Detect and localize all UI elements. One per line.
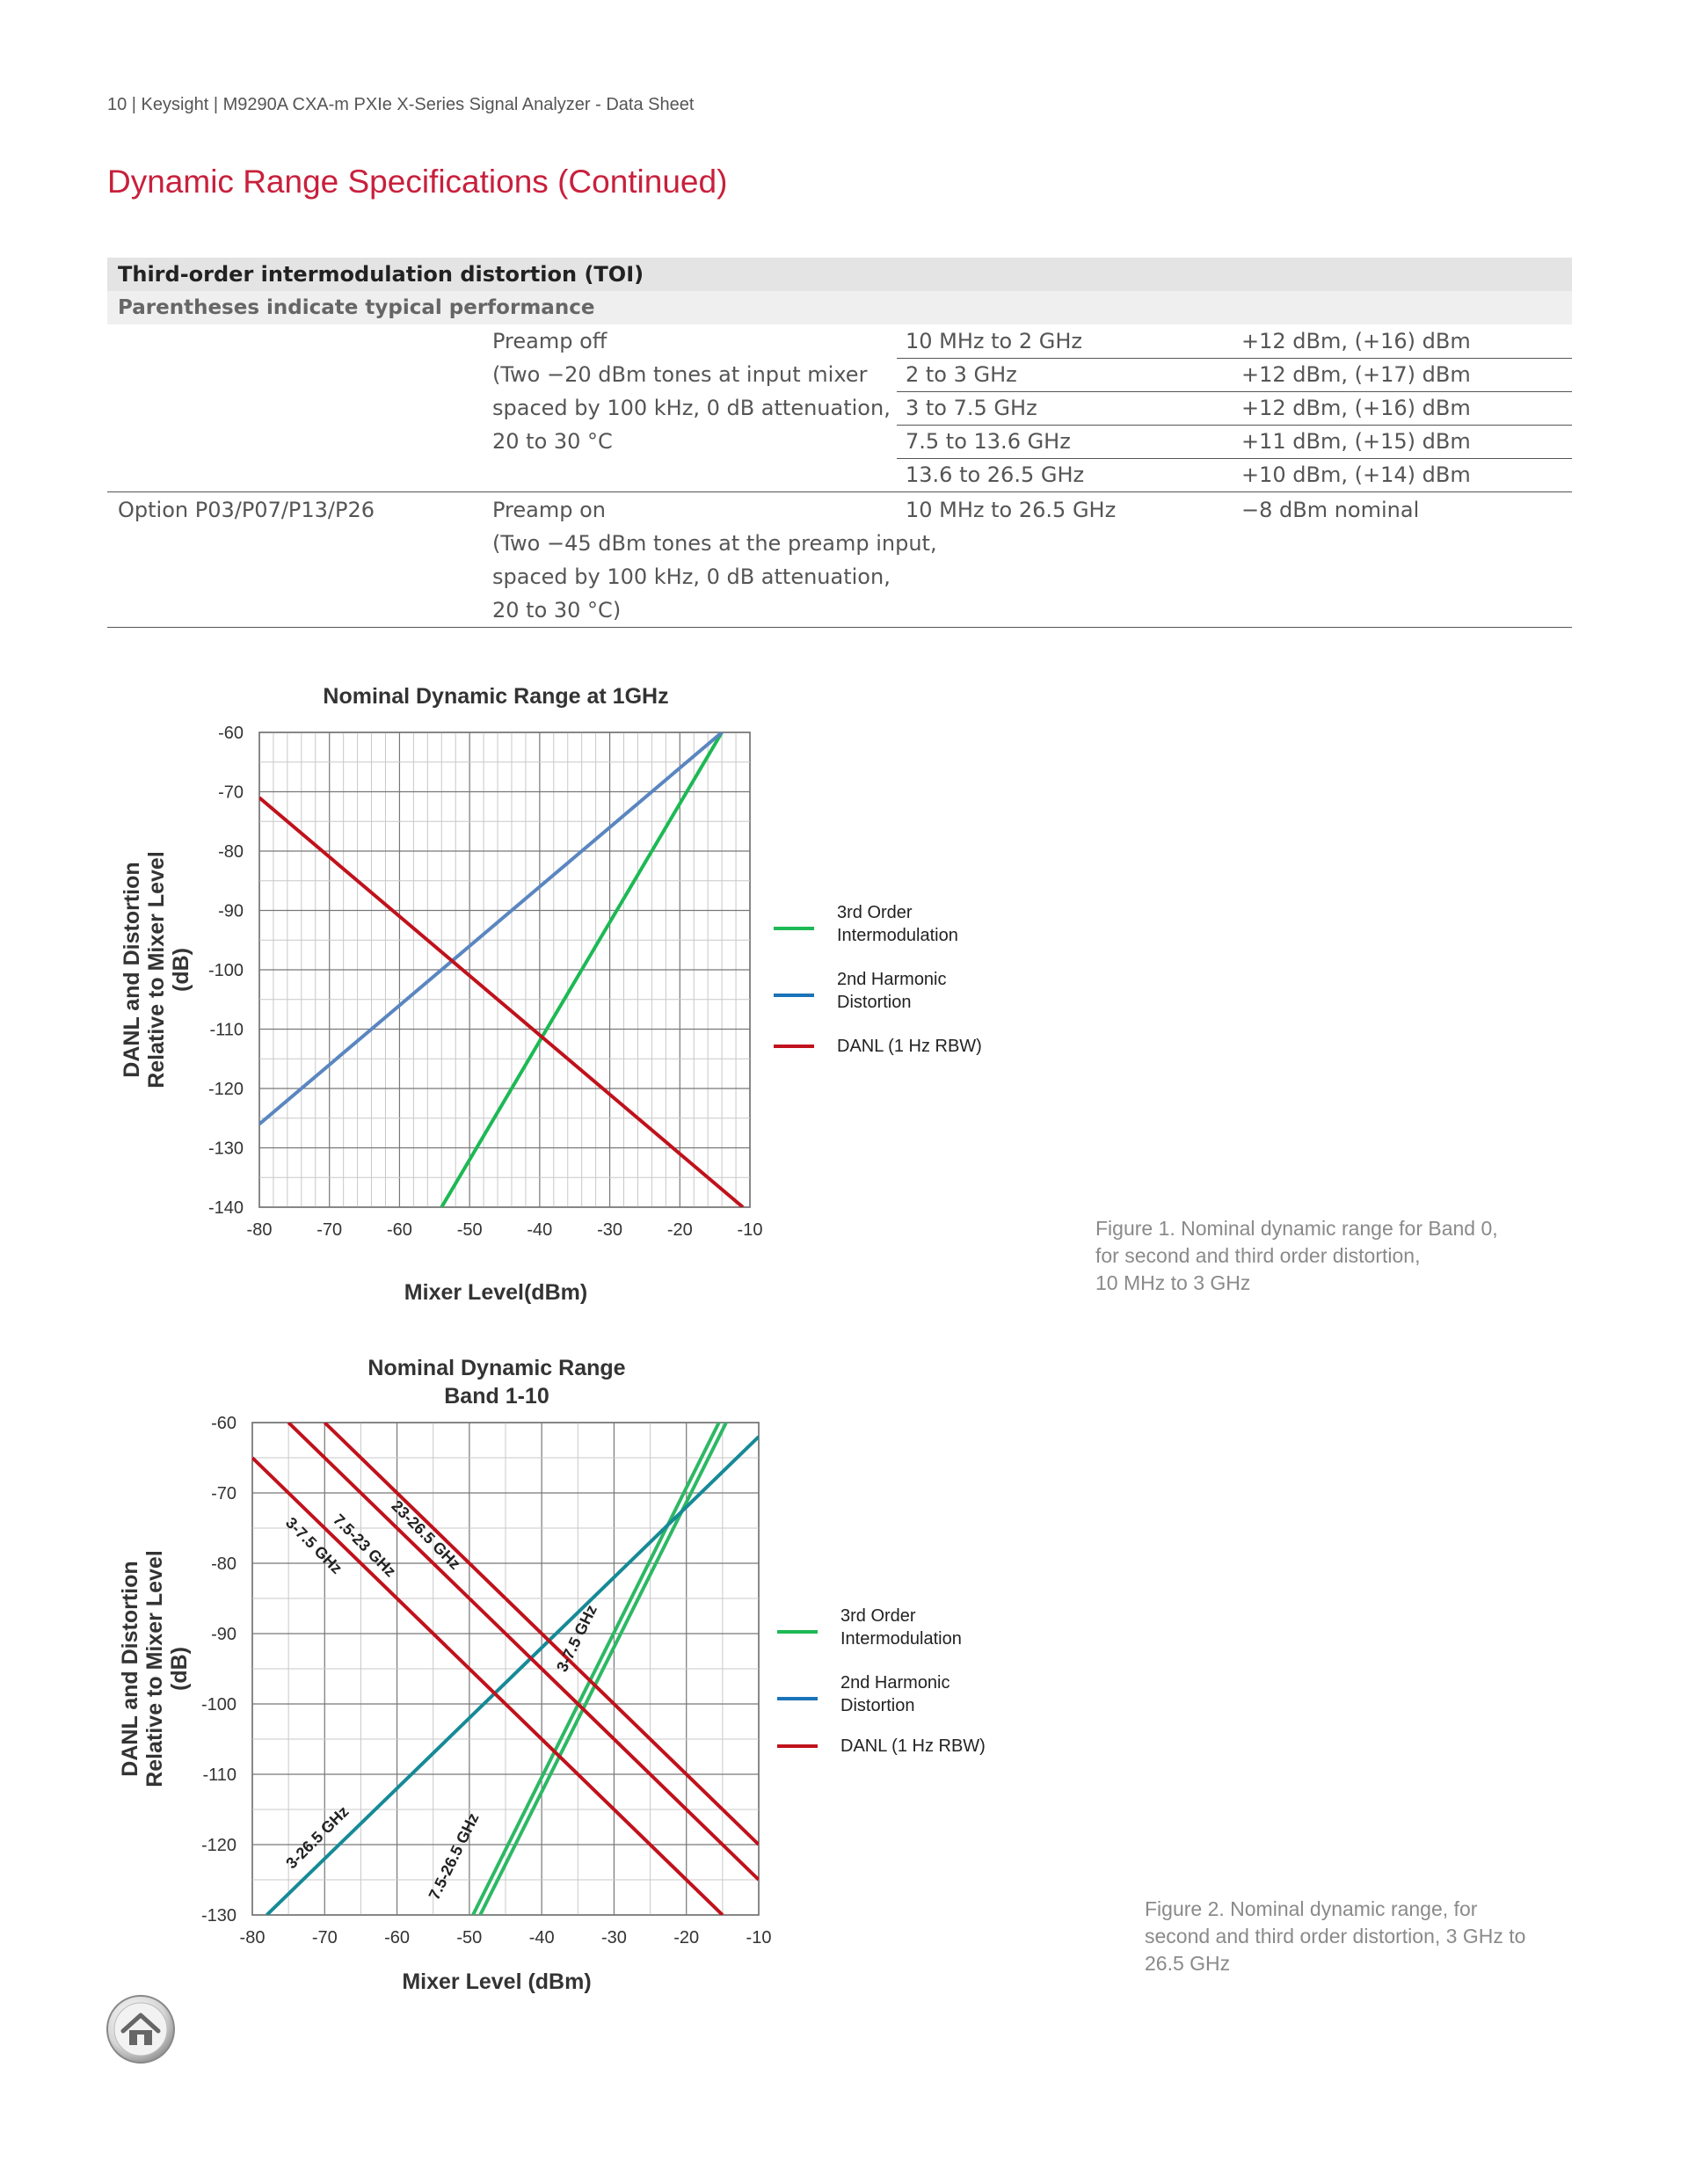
condition-line: (Two −45 dBm tones at the preamp input,: [492, 531, 937, 556]
y-tick-label: -110: [209, 1020, 244, 1040]
value-cell: −8 dBm nominal: [1241, 498, 1420, 522]
x-tick-label: -30: [600, 1928, 627, 1947]
legend-label: DANL (1 Hz RBW): [837, 1037, 982, 1056]
x-tick-label: -50: [456, 1220, 483, 1240]
y-tick-label: -100: [207, 961, 244, 980]
range-cell: 3 to 7.5 GHz: [906, 396, 1037, 420]
range-cell: 7.5 to 13.6 GHz: [906, 429, 1071, 454]
y-axis-label: Relative to Mixer Level: [144, 851, 169, 1088]
line-label: 3-7.5 GHz: [553, 1602, 600, 1675]
range-cell: 2 to 3 GHz: [906, 362, 1017, 387]
y-axis-label: (dB): [169, 948, 193, 992]
legend-label: Distortion: [837, 993, 912, 1012]
condition-line: Preamp on: [492, 498, 606, 522]
value-cell: +10 dBm, (+14) dBm: [1241, 462, 1471, 487]
value-cell: +12 dBm, (+17) dBm: [1241, 362, 1471, 387]
chart-title: Nominal Dynamic Range at 1GHz: [323, 684, 669, 709]
chart-title: Nominal Dynamic Range: [367, 1356, 626, 1380]
condition-line: spaced by 100 kHz, 0 dB attenuation,: [492, 396, 891, 420]
line-label: 3-7.5 GHz: [281, 1513, 346, 1577]
y-axis-label: DANL and Distortion: [118, 1561, 142, 1777]
x-tick-label: -10: [746, 1928, 772, 1947]
x-tick-label: -40: [527, 1220, 553, 1240]
y-tick-label: -70: [218, 783, 244, 803]
line-label: 7.5-23 GHz: [330, 1511, 400, 1581]
caption-line: Figure 2. Nominal dynamic range, for: [1145, 1897, 1478, 1920]
chart-title: Band 1-10: [444, 1384, 549, 1409]
x-tick-label: -80: [239, 1928, 266, 1947]
chart-dynamic-range-band-1-10: [106, 1343, 1125, 1994]
x-tick-label: -20: [666, 1220, 693, 1240]
x-axis-label: Mixer Level (dBm): [402, 1969, 592, 1994]
range-cell: 10 MHz to 2 GHz: [906, 329, 1083, 353]
y-tick-label: -90: [211, 1625, 236, 1644]
x-tick-label: -70: [316, 1220, 343, 1240]
legend-label: 3rd Order: [840, 1606, 916, 1626]
home-icon: [106, 1994, 176, 2064]
toi-spec-table: [107, 258, 1572, 629]
condition-line: 20 to 30 °C: [492, 429, 613, 454]
y-axis-label: (dB): [167, 1647, 192, 1691]
figure-2-caption: [1145, 1896, 1525, 1977]
range-cell: 10 MHz to 26.5 GHz: [906, 498, 1117, 522]
x-tick-label: -30: [597, 1220, 623, 1240]
y-tick-label: -80: [218, 842, 244, 862]
x-tick-label: -60: [386, 1220, 412, 1240]
caption-line: second and third order distortion, 3 GHz to: [1145, 1925, 1526, 1947]
figure-1-caption: [1095, 1215, 1498, 1297]
range-cell: 13.6 to 26.5 GHz: [906, 462, 1085, 487]
line-label: 3-26.5 GHz: [282, 1802, 353, 1873]
x-axis-label: Mixer Level(dBm): [404, 1280, 588, 1305]
x-tick-label: -20: [673, 1928, 700, 1947]
table-subtitle: Parentheses indicate typical performance: [107, 291, 1572, 324]
preamp-off-block: [107, 324, 1572, 493]
y-tick-label: -140: [207, 1198, 244, 1218]
line-label: 23-26.5 GHz: [388, 1496, 464, 1573]
chart-dynamic-range-1ghz: [106, 677, 1125, 1310]
condition-line: (Two −20 dBm tones at input mixer: [492, 362, 868, 387]
y-tick-label: -110: [202, 1765, 236, 1785]
y-tick-label: -120: [207, 1080, 244, 1099]
x-tick-label: -70: [311, 1928, 338, 1947]
y-tick-label: -60: [218, 724, 244, 743]
preamp-on-block: [107, 493, 1572, 629]
line-label: 7.5-26.5 GHz: [425, 1809, 483, 1903]
legend-label: 2nd Harmonic: [837, 970, 947, 989]
x-tick-label: -60: [384, 1928, 411, 1947]
y-axis-label: Relative to Mixer Level: [142, 1550, 167, 1787]
legend-label: Intermodulation: [837, 926, 958, 945]
y-tick-label: -90: [218, 901, 244, 921]
condition-line: spaced by 100 kHz, 0 dB attenuation,: [492, 564, 891, 589]
chart-svg: [106, 677, 1125, 1310]
x-tick-label: -40: [528, 1928, 555, 1947]
value-cell: +12 dBm, (+16) dBm: [1241, 329, 1471, 353]
x-tick-label: -10: [737, 1220, 763, 1240]
caption-line: 10 MHz to 3 GHz: [1095, 1271, 1251, 1294]
table-bottom-rule: [107, 627, 1572, 628]
y-tick-label: -60: [211, 1414, 236, 1433]
y-tick-label: -120: [200, 1836, 236, 1855]
value-cell: +11 dBm, (+15) dBm: [1241, 429, 1471, 454]
value-cell: +12 dBm, (+16) dBm: [1241, 396, 1471, 420]
legend-label: Distortion: [840, 1696, 915, 1715]
legend-label: 2nd Harmonic: [840, 1673, 950, 1693]
x-tick-label: -80: [246, 1220, 273, 1240]
option-label: Option P03/P07/P13/P26: [118, 498, 375, 522]
y-tick-label: -80: [211, 1554, 236, 1574]
legend-label: DANL (1 Hz RBW): [840, 1736, 986, 1756]
y-tick-label: -100: [200, 1695, 236, 1714]
caption-line: 26.5 GHz: [1145, 1952, 1231, 1975]
y-tick-label: -70: [211, 1484, 236, 1503]
page-header: 10 | Keysight | M9290A CXA-m PXIe X-Series Signal Analyzer - Data Sheet: [107, 95, 695, 114]
legend-label: Intermodulation: [840, 1629, 962, 1649]
home-button[interactable]: [106, 1994, 176, 2064]
caption-line: Figure 1. Nominal dynamic range for Band 0,: [1095, 1217, 1498, 1240]
block-divider: [107, 491, 1572, 492]
y-axis-label: DANL and Distortion: [120, 862, 144, 1078]
caption-line: for second and third order distortion,: [1095, 1244, 1421, 1267]
condition-line: Preamp off: [492, 329, 608, 353]
chart-svg: [106, 1343, 1125, 1994]
y-tick-label: -130: [200, 1906, 236, 1926]
section-title: Dynamic Range Specifications (Continued): [107, 164, 728, 200]
legend-label: 3rd Order: [837, 903, 913, 922]
y-tick-label: -130: [207, 1139, 244, 1159]
condition-line: 20 to 30 °C): [492, 598, 622, 622]
x-tick-label: -50: [456, 1928, 483, 1947]
table-title: Third-order intermodulation distortion (TOI): [107, 258, 1572, 291]
